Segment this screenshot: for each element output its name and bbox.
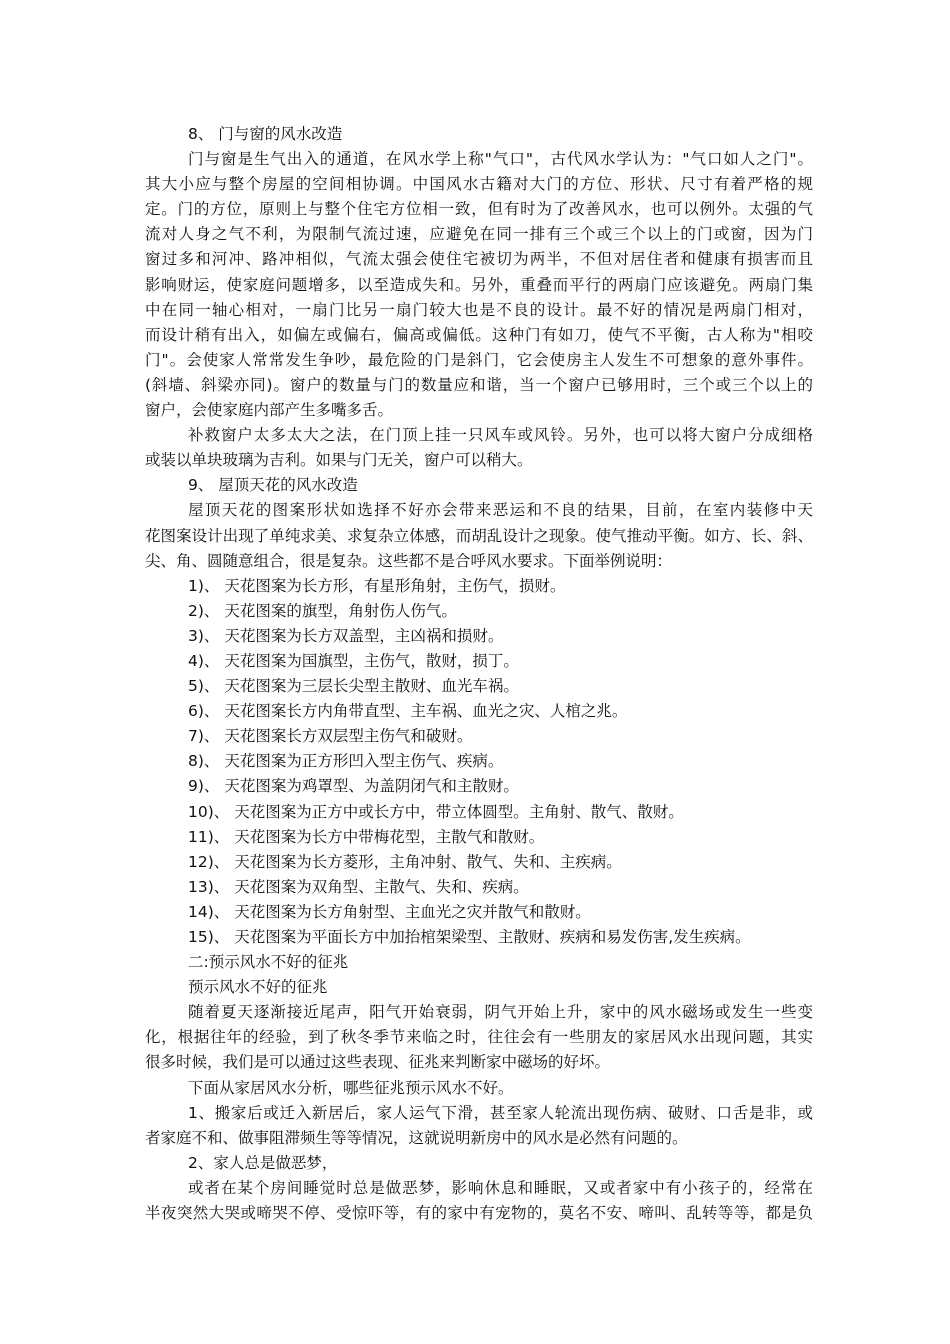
text-line: 半夜突然大哭或啼哭不停、受惊吓等，有的家中有宠物的，莫名不安、啼叫、乱转等等，都是负: [145, 1204, 813, 1223]
text-line: 7)、 天花图案长方双层型主伤气和破财。: [188, 727, 473, 746]
text-line: 中在同一轴心相对，一扇门比另一扇门较大也是不良的设计。最不好的情况是两扇门相对，: [145, 300, 813, 319]
text-line: 尖、角、圆随意组合，很是复杂。这些都不是合呼风水要求。下面举例说明：: [145, 551, 673, 570]
text-line: 13)、 天花图案为双角型、主散气、失和、疾病。: [188, 877, 529, 896]
text-line: 1、搬家后或迁入新居后，家人运气下滑，甚至家人轮流出现伤病、破财、口舌是非，或: [188, 1103, 813, 1122]
text-line: 预示风水不好的征兆: [188, 978, 328, 997]
text-line: 随着夏天逐渐接近尾声，阳气开始衰弱，阴气开始上升，家中的风水磁场或发生一些变: [188, 1003, 813, 1022]
text-line: 定。门的方位，原则上与整个住宅方位相一致，但有时为了改善风水，也可以例外。太强的气: [145, 200, 813, 219]
text-line: 12)、 天花图案为长方菱形，主角冲射、散气、失和、主疾病。: [188, 852, 622, 871]
text-line: 或者在某个房间睡觉时总是做恶梦，影响休息和睡眠，又或者家中有小孩子的，经常在: [188, 1178, 813, 1197]
text-line: 2)、 天花图案的旗型，角射伤人伤气。: [188, 601, 457, 620]
text-line: 其大小应与整个房屋的空间相协调。中国风水古籍对大门的方位、形状、尺寸有着严格的规: [145, 175, 813, 194]
text-line: 6)、 天花图案长方内角带直型、主车祸、血光之灾、人棺之兆。: [188, 702, 628, 721]
text-line: 下面从家居风水分析，哪些征兆预示风水不好。: [188, 1078, 514, 1097]
text-line: 门与窗是生气出入的通道，在风水学上称"气口"，古代风水学认为："气口如人之门"。: [188, 150, 813, 169]
text-line: 9)、 天花图案为鸡罩型、为盖阴闭气和主散财。: [188, 777, 519, 796]
text-line: 或装以单块玻璃为吉利。如果与门无关，窗户可以稍大。: [145, 451, 533, 470]
text-line: 流对人身之气不利，为限制气流过速，应避免在同一排有三个或三个以上的门或窗，因为门: [145, 225, 813, 244]
document-page: [145, 122, 813, 1226]
text-line: 窗户，会使家庭内部产生多嘴多舌。: [145, 401, 394, 420]
text-line: 二:预示风水不好的征兆: [188, 953, 349, 972]
text-line: 很多时候，我们是可以通过这些表现、征兆来判断家中磁场的好坏。: [145, 1053, 611, 1072]
text-line: 9、 屋顶天花的风水改造: [188, 476, 358, 495]
text-line: 者家庭不和、做事阻滞频生等等情况，这就说明新房中的风水是必然有问题的。: [145, 1128, 688, 1147]
text-line: 3)、 天花图案为长方双盖型，主凶祸和损财。: [188, 626, 504, 645]
text-line: 补救窗户太多太大之法，在门顶上挂一只风车或风铃。另外，也可以将大窗户分成细格: [188, 426, 813, 445]
text-line: 14)、 天花图案为长方角射型、主血光之灾并散气和散财。: [188, 902, 591, 921]
text-line: 影响财运，使家庭问题增多，以至造成失和。另外，重叠而平行的两扇门应该避免。两扇门集: [145, 275, 813, 294]
text-line: 化，根据往年的经验，到了秋冬季节来临之时，往往会有一些朋友的家居风水出现问题，其实: [145, 1028, 813, 1047]
text-line: 而设计稍有出入，如偏左或偏右，偏高或偏低。这种门有如刀，使气不平衡，古人称为"相咬: [145, 325, 813, 344]
text-line: 8、 门与窗的风水改造: [188, 125, 343, 143]
text-line: (斜墙、斜梁亦同)。窗户的数量与门的数量应和谐，当一个窗户已够用时，三个或三个以上的: [145, 375, 813, 394]
text-line: 11)、 天花图案为长方中带梅花型，主散气和散财。: [188, 827, 545, 846]
text-line: 花图案设计出现了单纯求美、求复杂立体感，而胡乱设计之现象。使气推动平衡。如方、长、斜、: [145, 526, 813, 545]
text-line: 4)、 天花图案为国旗型，主伤气，散财，损丁。: [188, 651, 519, 670]
text-line: 屋顶天花的图案形状如选择不好亦会带来恶运和不良的结果，目前，在室内装修中天: [188, 501, 813, 520]
text-line: 8)、 天花图案为正方形凹入型主伤气、疾病。: [188, 752, 504, 771]
text-line: 10)、 天花图案为正方中或长方中，带立体圆型。主角射、散气、散财。: [188, 802, 684, 821]
text-line: 15)、 天花图案为平面长方中加抬棺架梁型、主散财、疾病和易发伤害,发生疾病。: [188, 928, 751, 946]
text-line: 1)、 天花图案为长方形，有星形角射，主伤气，损财。: [188, 576, 566, 595]
text-line: 5)、 天花图案为三层长尖型主散财、血光车祸。: [188, 677, 519, 696]
text-line: 门"。会使家人常常发生争吵，最危险的门是斜门，它会使房主人发生不可想象的意外事件。: [145, 350, 813, 369]
text-line: 2、家人总是做恶梦，: [188, 1153, 338, 1172]
text-line: 窗过多和河冲、路冲相似，气流太强会使住宅被切为两半，不但对居住者和健康有损害而且: [145, 250, 813, 269]
